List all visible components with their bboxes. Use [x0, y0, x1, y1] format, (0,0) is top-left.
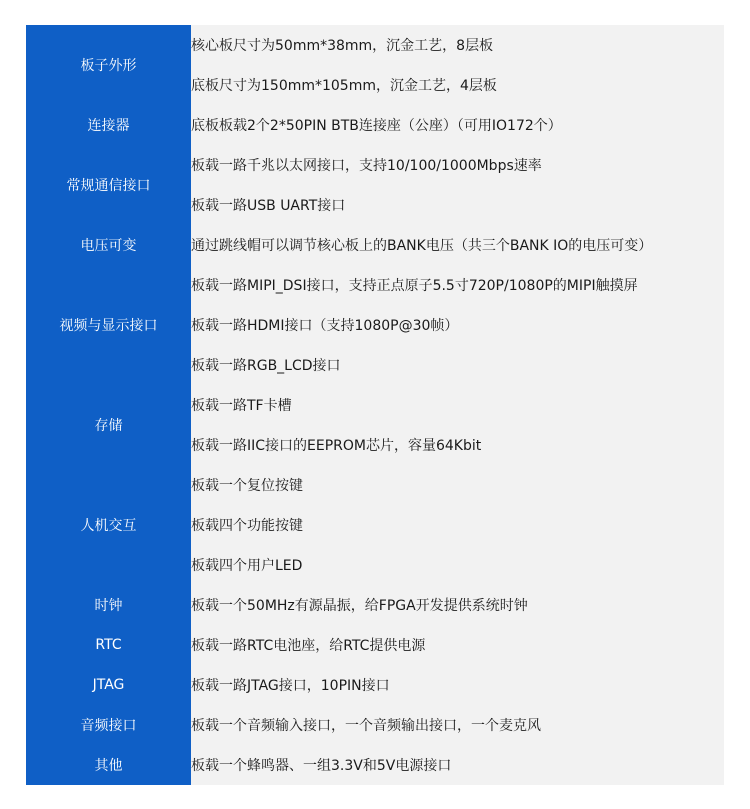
spec-value-cell: 板载四个用户LED [191, 545, 724, 585]
spec-value-cell: 板载一路RTC电池座，给RTC提供电源 [191, 625, 724, 665]
spec-value-cell: 底板板载2个2*50PIN BTB连接座（公座）（可用IO172个） [191, 105, 724, 145]
spec-category-cell: 常规通信接口 [26, 145, 191, 225]
spec-value-cell: 板载一路USB UART接口 [191, 185, 724, 225]
spec-value-cell: 板载一个50MHz有源晶振，给FPGA开发提供系统时钟 [191, 585, 724, 625]
spec-value-cell: 通过跳线帽可以调节核心板上的BANK电压（共三个BANK IO的电压可变） [191, 225, 724, 265]
spec-category-cell: 连接器 [26, 105, 191, 145]
spec-category-cell: JTAG [26, 665, 191, 705]
spec-category-cell: 电压可变 [26, 225, 191, 265]
spec-table-body [26, 25, 724, 785]
spec-category-cell: 视频与显示接口 [26, 265, 191, 385]
spec-row [26, 465, 724, 505]
spec-category-cell: 时钟 [26, 585, 191, 625]
spec-value-cell: 板载一路HDMI接口（支持1080P@30帧） [191, 305, 724, 345]
spec-category-cell: 其他 [26, 745, 191, 785]
spec-value-cell: 板载一路JTAG接口，10PIN接口 [191, 665, 724, 705]
spec-value-cell: 核心板尺寸为50mm*38mm，沉金工艺，8层板 [191, 25, 724, 65]
spec-value-cell: 板载一路TF卡槽 [191, 385, 724, 425]
spec-table-frame [26, 25, 724, 785]
spec-value-cell: 板载四个功能按键 [191, 505, 724, 545]
spec-row [26, 385, 724, 425]
spec-row [26, 585, 724, 625]
spec-value-cell: 板载一个音频输入接口，一个音频输出接口，一个麦克风 [191, 705, 724, 745]
spec-value-cell: 板载一个复位按键 [191, 465, 724, 505]
spec-value-cell: 板载一路RGB_LCD接口 [191, 345, 724, 385]
spec-row [26, 25, 724, 65]
spec-value-cell: 板载一个蜂鸣器、一组3.3V和5V电源接口 [191, 745, 724, 785]
spec-row [26, 745, 724, 785]
spec-row [26, 665, 724, 705]
spec-category-cell: RTC [26, 625, 191, 665]
spec-value-cell: 板载一路千兆以太网接口，支持10/100/1000Mbps速率 [191, 145, 724, 185]
spec-row [26, 705, 724, 745]
spec-value-cell: 板载一路IIC接口的EEPROM芯片，容量64Kbit [191, 425, 724, 465]
spec-category-cell: 音频接口 [26, 705, 191, 745]
spec-row [26, 265, 724, 305]
spec-value-cell: 板载一路MIPI_DSI接口，支持正点原子5.5寸720P/1080P的MIPI触摸屏 [191, 265, 724, 305]
spec-row [26, 625, 724, 665]
spec-table [26, 25, 724, 785]
spec-category-cell: 板子外形 [26, 25, 191, 105]
spec-value-cell: 底板尺寸为150mm*105mm，沉金工艺，4层板 [191, 65, 724, 105]
spec-category-cell: 人机交互 [26, 465, 191, 585]
spec-row [26, 145, 724, 185]
spec-row [26, 225, 724, 265]
spec-row [26, 105, 724, 145]
spec-category-cell: 存储 [26, 385, 191, 465]
